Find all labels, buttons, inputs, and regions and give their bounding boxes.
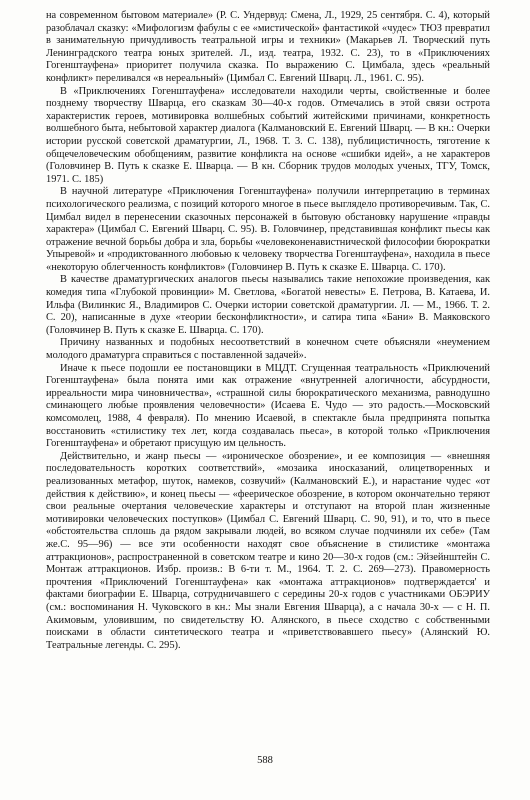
- paragraph-1: на современном бытовом материале» (Р. С. Ундервуд: Смена, Л., 1929, 25 сентября. С. 4), который разоблачал сказку: «Мифологизм фабулы с ее «мистической» фантастикой «чудес» ТЮЗ превратил в занимательную причудливость театральной игры и техники» (Макарьев Л. Творческий путь Ленинградского театра юных зрителей. Л., изд. театра, 1932. С. 23), то в «Приключениях Гогенштауфена» приоритет получила сказка. По выражению С. Цимбала, здесь «реальный конфликт» переливался «в нереальный» (Цимбал С. Евгений Шварц. Л., 1961. С. 95).: [46, 10, 490, 84]
- paragraph-6: Иначе к пьесе подошли ее постановщики в МЦДТ. Сгущенная театральность «Приключений Гогенштауфена» была понята ими как отражение «внутренней алогичности, абсурдности, ирреальности мира чиновничества», «страшной силы бюрократического механизма, равнодушно сминающего любые проявления человечности» (Исаева Е. Чудо — это радость.—Московский комсомолец, 1988, 4 февраля). По мнению Исаевой, в спектакле была предпринята попытка восстановить «стилистику тех лет, когда создавалась пьеса», в которой только «Приключения Гогенштауфена» и обретают присущую им цельность.: [46, 362, 490, 450]
- paragraph-2: В «Приключениях Гогенштауфена» исследователи находили черты, свойственные и более позднему творчеству Шварца, его сказкам 30—40-х годов. Отмечались в этой связи острота характеристик героев, мотивировка волшебных событий житейскими причинами, конкретность волшебного быта, небытовой характер диалога (Калмановский Е. Евгений Шварц. — В кн.: Очерки истории русской советской драматургии, Л., 1968. Т. 3. С. 138), публицистичность, тяготение к общечеловеческим обобщениям, развитие конфликта на основе «сшибки идей», а не характеров (Головчинер В. Путь к сказке Е. Шварца. — В кн. Сборник трудов молодых ученых, ТГУ, Томск, 1971. С. 185): [46, 85, 490, 185]
- paragraph-4: В качестве драматургических аналогов пьесы назывались такие непохожие произведения, как комедия типа «Глубокой провинции» М. Светлова, «Богатой невесты» Е. Петрова, В. Катаева, И. Ильфа (Вилинкис Я., Владимиров С. Очерки истории советской драматургии. Л. — М., 1966. Т. 2. С. 20), написанные в духе «теории бесконфликтности», и сатира типа «Бани» В. Маяковского (Головчинер В. Путь к сказке Е. Шварца. С. 170).: [46, 274, 490, 336]
- paragraph-5: Причину названных и подобных несоответствий в конечном счете объясняли «неумением молодого драматурга справиться с поставленной задачей».: [46, 337, 490, 362]
- page-number: 588: [257, 755, 273, 766]
- paragraph-7: Действительно, и жанр пьесы — «ироническое обозрение», и ее композиция — «внешняя последовательность коротких соответствий», «мозаика иносказаний, олицетворенных и реализованных метафор, шуток, намеков, созвучий» (Калмановский Е.), и нарастание чудес «от действия к действию», и конец пьесы — «феерическое обозрение, в котором окончательно теряют свои реальные очертания человеческие характеры и отступают на второй план жизненные мотивировки человеческих поступков» (Цимбал С. Евгений Шварц. С. 90, 91), и то, что в пьесе «обстоятельства сплошь да рядом закрывали людей, во всяком случае подчиняли их себе» (Там же.С. 95—96) — все эти особенности находят свое объяснение в стилистике «монтажа аттракционов», распространенной в советском театре и кино 20—30-х годов (см.: Эйзейнштейн С. Монтаж аттракционов. Избр. произв.: В 6-ти т. М., 1964. Т. 2. С. 269—273). Правомерность прочтения «Приключений Гогенштауфена» как «монтажа аттракционов» подтверждается' и фактами биографии Е. Шварца, сотрудничавшего с середины 20-х годов с участниками ОБЭРИУ (см.: воспоминания Н. Чуковского в кн.: Мы знали Евгения Шварца), а с начала 30-х — с Н. П. Акимовым, уловившим, по свидетельству Ю. Алянского, в пьесе сходство с собственными поисками в области синтетического театра и «приветствовавшего пьесу» (Алянский Ю. Театральные легенды. С. 295).: [46, 450, 490, 651]
- paragraph-3: В научной литературе «Приключения Гогенштауфена» получили интерпретацию в терминах психологического реализма, с позиций которого многое в пьесе выглядело противоречивым. Так, С. Цимбал видел в перенесении сказочных персонажей в бытовую обстановку нарушение «правды характера» (Цимбал С. Евгений Шварц. С. 95). В. Головчинер, представившая конфликт пьесы как отражение вечной борьбы добра и зла, борьбы «человеконенавистнической философии бюрократки Упыревой» и «продиктованного любовью к человеку творчества Гогенштауфена», находила в пьесе «некоторую облегченность конфликтов» (Головчинер В. Путь к сказке Е. Шварца. С. 170).: [46, 186, 490, 273]
